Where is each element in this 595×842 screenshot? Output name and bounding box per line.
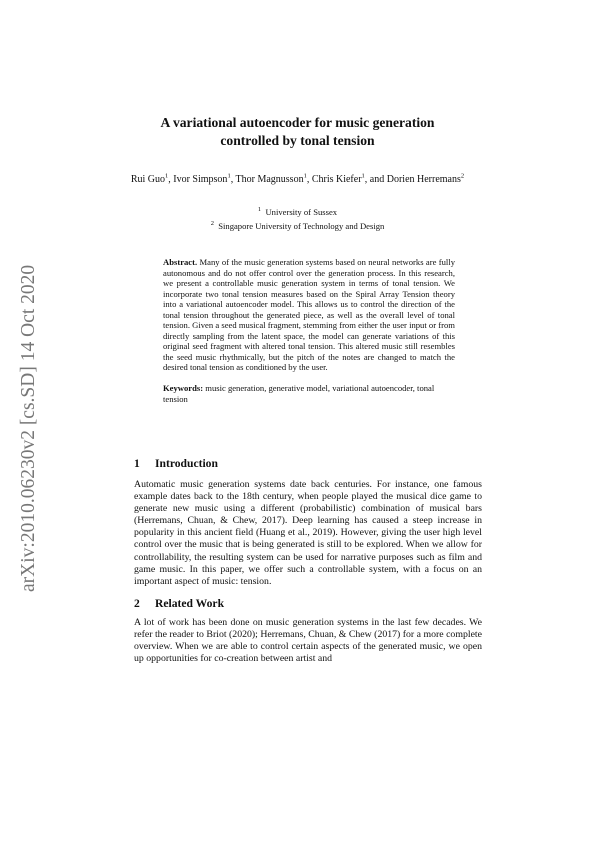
title-line-2: controlled by tonal tension (220, 133, 375, 148)
title-line-1: A variational autoencoder for music generation (160, 115, 435, 130)
section-heading-related-work (134, 597, 224, 610)
author-list (120, 170, 475, 186)
keywords-text: music generation, generative model, variational autoencoder, tonal tension (163, 383, 435, 404)
abstract (163, 257, 455, 373)
related-work-paragraph: A lot of work has been done on music generation systems in the last few decades. We refer the reader to Briot (2020); Herremans, Chuan, & Chew (2017) for a more complete overview. When we are able to control certain aspects of the generated music, we open up opportunities for co-creation between artist and (134, 617, 482, 665)
paper-title (100, 114, 495, 150)
author: Ivor Simpson$^1$, (173, 173, 236, 186)
arxiv-sidebar-stamp (10, 240, 50, 600)
section-heading-introduction (134, 457, 218, 470)
keywords-label: Keywords: (163, 383, 204, 393)
section-title: Introduction (155, 457, 218, 470)
author: Rui Guo$^1$, (130, 173, 174, 186)
abstract-text: Many of the music generation systems based on neural networks are fully autonomous and do not offer control over the generation process. In this research, we present a controllable music generation system in terms of tonal tension. We incorporate two tonal tension measures based on the Spiral Array Tension theory into a variational autoencoder model. This allows us to control the direction of the tonal tension throughout the generated piece, as well as the overall level of tonal tension. Given a seed musical fragment, stemming from either the user input or from directly sampling from the latent space, the model can generate variations of this original seed fragment with altered tonal tension. This altered music still resembles the seed music rhythmically, but the pitch of the notes are changed to match the desired tonal tension as conditioned by the user. (163, 257, 455, 372)
affiliation: $^2$ Singapore University of Technology and Design (210, 219, 385, 231)
author: Chris Kiefer$^1$, and (311, 173, 387, 186)
section-number: 1 (134, 457, 140, 470)
keywords (163, 383, 455, 404)
affiliations (150, 204, 445, 232)
abstract-label: Abstract. (163, 257, 198, 267)
arxiv-identifier: arXiv:2010.06230v2 [cs.SD] 14 Oct 2020 (18, 264, 39, 592)
author: Thor Magnusson$^1$, (235, 173, 312, 186)
introduction-paragraph: Automatic music generation systems date back centuries. For instance, one famous example dates back to the 18th century, when people played the musical dice game to generate new music using a different (probabilistic) combination of musical bars (Herremans, Chuan, & Chew, 2017). Deep learning has caused a steep increase in popularity in this ancient field (Huang et al., 2019). However, giving the user high level control over the music that is being generated is still to be explored. When we allow for controllability, the resulting system can be used for narrative purposes such as film and game music. In this paper, we offer such a controllable system, with a focus on an important aspect of music: tension. (134, 479, 482, 587)
author: Dorien Herremans$^2$ (386, 173, 465, 186)
section-number: 2 (134, 597, 140, 610)
affiliation: $^1$ University of Sussex (257, 206, 338, 217)
section-title: Related Work (155, 597, 225, 610)
